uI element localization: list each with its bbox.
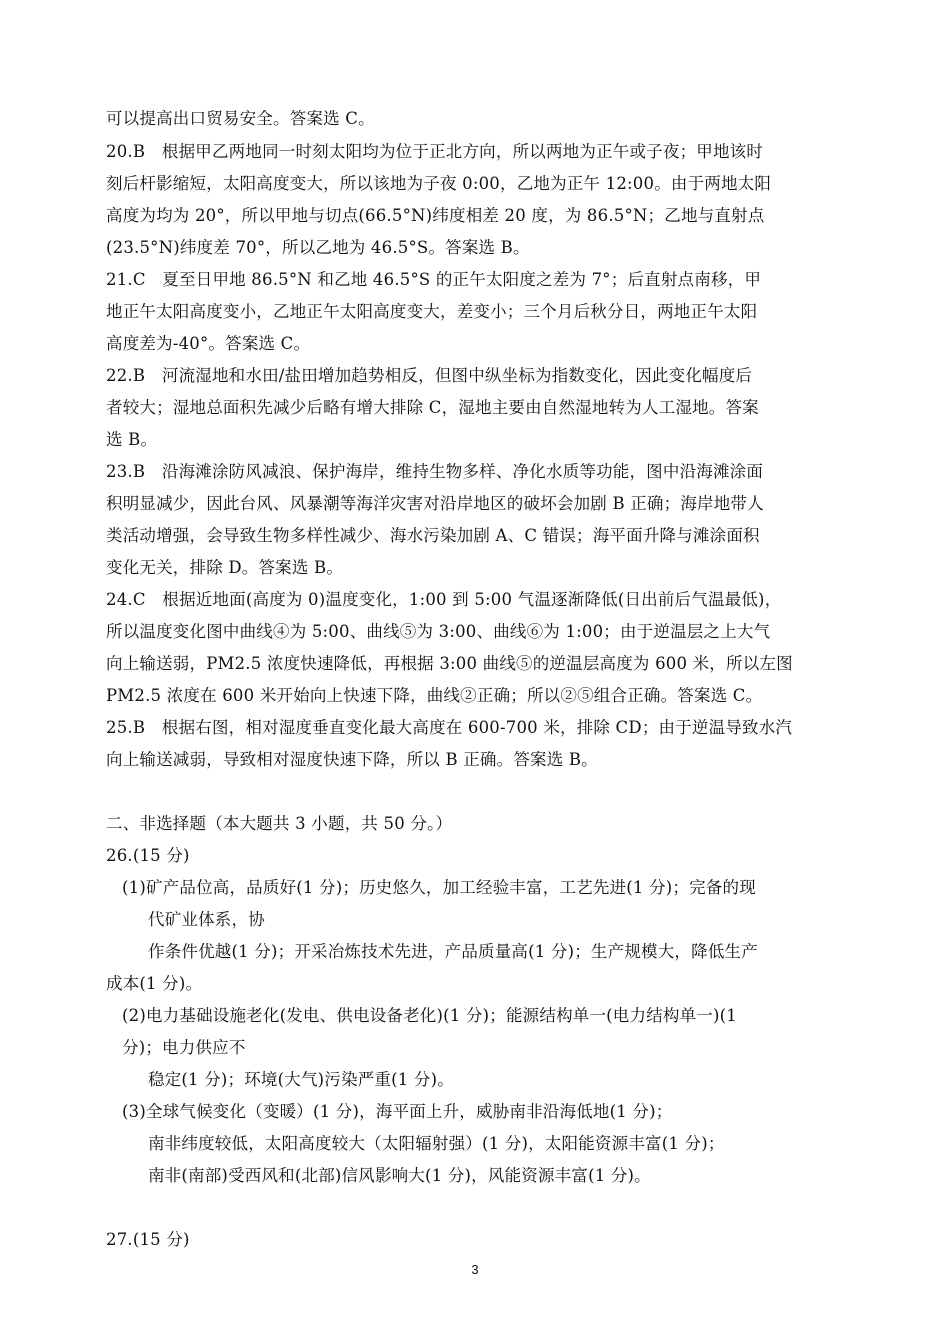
answer-23-line-1: 23.B 沿海滩涂防风减浪、保护海岸，维持生物多样、净化水质等功能，图中沿海滩涂面 [106, 462, 764, 481]
answer-24-line-4: PM2.5 浓度在 600 米开始向上快速下降，曲线②正确；所以②⑤组合正确。答案选 C。 [106, 686, 763, 705]
answer-26-3-line-2: 南非纬度较低，太阳高度较大（太阳辐射强）(1 分)，太阳能资源丰富(1 分)； [148, 1134, 725, 1153]
answer-26-1-line-2: 代矿业体系，协 [148, 910, 265, 929]
answer-22-line-1: 22.B 河流湿地和水田/盐田增加趋势相反，但图中纵坐标为指数变化，因此变化幅度后 [106, 366, 753, 385]
answer-26-2-line-3: 稳定(1 分)；环境(大气)污染严重(1 分)。 [148, 1070, 454, 1089]
answer-26-1-line-1: (1)矿产品位高，品质好(1 分)；历史悠久，加工经验丰富，工艺先进(1 分)；完备的现 [122, 878, 756, 897]
answer-21-line-2: 地正午太阳高度变小，乙地正午太阳高度变大，差变小；三个月后秋分日，两地正午太阳 [106, 302, 758, 321]
answer-24-line-3: 向上输送弱，PM2.5 浓度快速降低，再根据 3:00 曲线⑤的逆温层高度为 600 米，所以左图 [106, 654, 793, 673]
answer-24-line-2: 所以温度变化图中曲线④为 5:00、曲线⑤为 3:00、曲线⑥为 1:00；由于逆温层之上大气 [106, 622, 771, 641]
question-27-heading: 27.(15 分) [106, 1230, 190, 1249]
answer-26-3-line-3: 南非(南部)受西风和(北部)信风影响大(1 分)，风能资源丰富(1 分)。 [148, 1166, 651, 1185]
answer-26-2-line-2: 分)；电力供应不 [122, 1038, 246, 1057]
answer-24-line-1: 24.C 根据近地面(高度为 0)温度变化，1:00 到 5:00 气温逐渐降低(日出前后气温最低)， [106, 590, 782, 609]
answer-20-line-2: 刻后杆影缩短，太阳高度变大，所以该地为子夜 0:00，乙地为正午 12:00。由于两地太阳 [106, 174, 772, 193]
answer-20-line-4: (23.5°N)纬度差 70°，所以乙地为 46.5°S。答案选 B。 [106, 238, 530, 257]
answer-21-line-3: 高度差为-40°。答案选 C。 [106, 334, 311, 353]
text-line: 可以提高出口贸易安全。答案选 C。 [106, 109, 375, 128]
question-26-heading: 26.(15 分) [106, 846, 190, 865]
answer-23-line-2: 积明显减少，因此台风、风暴潮等海洋灾害对沿岸地区的破坏会加剧 B 正确；海岸地带人 [106, 494, 764, 513]
answer-20-line-1: 20.B 根据甲乙两地同一时刻太阳均为位于正北方向，所以两地为正午或子夜；甲地该时 [106, 142, 764, 161]
answer-26-1-line-3: 作条件优越(1 分)；开采冶炼技术先进，产品质量高(1 分)；生产规模大，降低生产 [148, 942, 758, 961]
section-heading: 二、非选择题（本大题共 3 小题，共 50 分。） [106, 814, 453, 833]
answer-20-line-3: 高度为均为 20°，所以甲地与切点(66.5°N)纬度相差 20 度，为 86.5°N；乙地与直射点 [106, 206, 765, 225]
answer-26-1-line-4: 成本(1 分)。 [106, 974, 203, 993]
answer-25-line-1: 25.B 根据右图，相对湿度垂直变化最大高度在 600-700 米，排除 CD；由于逆温导致水汽 [106, 718, 793, 737]
answer-21-line-1: 21.C 夏至日甲地 86.5°N 和乙地 46.5°S 的正午太阳度之差为 7°；后直射点南移，甲 [106, 270, 762, 289]
page-number: 3 [471, 1262, 479, 1277]
answer-22-line-3: 选 B。 [106, 430, 158, 449]
answer-25-line-2: 向上输送减弱，导致相对湿度快速下降，所以 B 正确。答案选 B。 [106, 750, 598, 769]
answer-26-3-line-1: (3)全球气候变化（变暖）(1 分)，海平面上升，威胁南非沿海低地(1 分)； [122, 1102, 673, 1121]
answer-22-line-2: 者较大；湿地总面积先减少后略有增大排除 C，湿地主要由自然湿地转为人工湿地。答案 [106, 398, 759, 417]
answer-23-line-4: 变化无关，排除 D。答案选 B。 [106, 558, 344, 577]
answer-23-line-3: 类活动增强，会导致生物多样性减少、海水污染加剧 A、C 错误；海平面升降与滩涂面积 [106, 526, 760, 545]
answer-26-2-line-1: (2)电力基础设施老化(发电、供电设备老化)(1 分)；能源结构单一(电力结构单一)(1 [122, 1006, 737, 1025]
